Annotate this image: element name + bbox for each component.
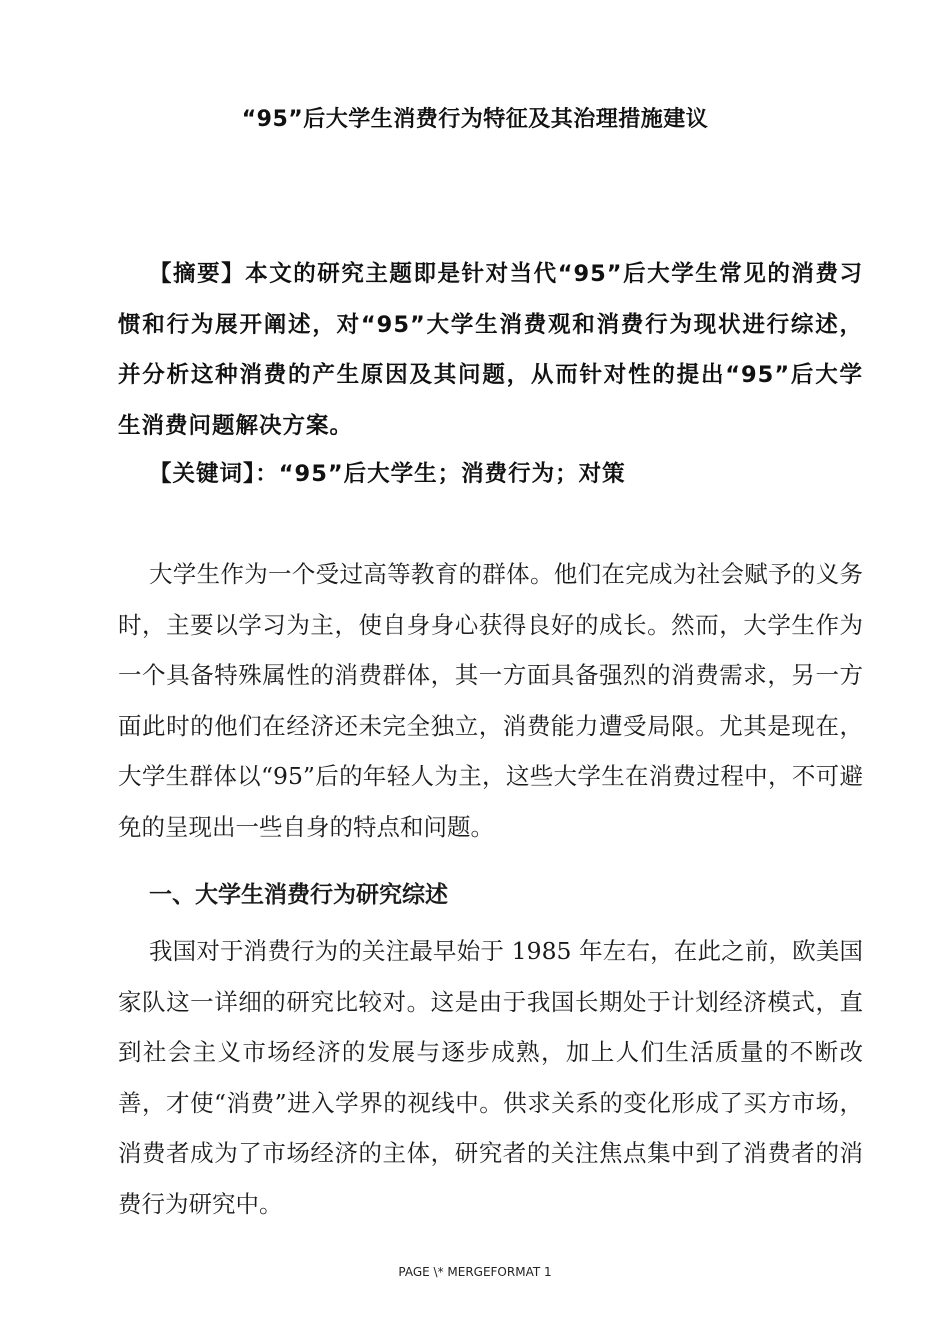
abstract-paragraph: 【摘要】本文的研究主题即是针对当代“95”后大学生常见的消费习惯和行为展开阐述，对“95”大学生消费观和消费行为现状进行综述，并分析这种消费的产生原因及其问题，从而针对性的提出“95”后大学生消费问题解决方案。 [118,261,863,439]
body-paragraph-review: 我国对于消费行为的关注最早始于 1985 年左右，在此之前，欧美国家队这一详细的研究比较对。这是由于我国长期处于计划经济模式，直到社会主义市场经济的发展与逐步成熟，加上人们生活质量的不断改善，才使“消费”进入学界的视线中。供求关系的变化形成了买方市场，消费者成为了市场经济的主体，研究者的关注焦点集中到了消费者的消费行为研究中。 [118,937,863,1218]
page-footer: PAGE \* MERGEFORMAT 1 [398,1265,552,1279]
section-heading: 一、大学生消费行为研究综述 [149,882,448,908]
body-paragraph-intro: 大学生作为一个受过高等教育的群体。他们在完成为社会赋予的义务时，主要以学习为主，使自身身心获得良好的成长。然而，大学生作为一个具备特殊属性的消费群体，其一方面具备强烈的消费需求，另一方面此时的他们在经济还未完全独立，消费能力遭受局限。尤其是现在，大学生群体以“95”后的年轻人为主，这些大学生在消费过程中，不可避免的呈现出一些自身的特点和问题。 [118,560,863,841]
keywords-line: 【关键词】：“95”后大学生；消费行为；对策 [149,461,626,487]
document-title: “95”后大学生消费行为特征及其治理措施建议 [241,107,709,132]
